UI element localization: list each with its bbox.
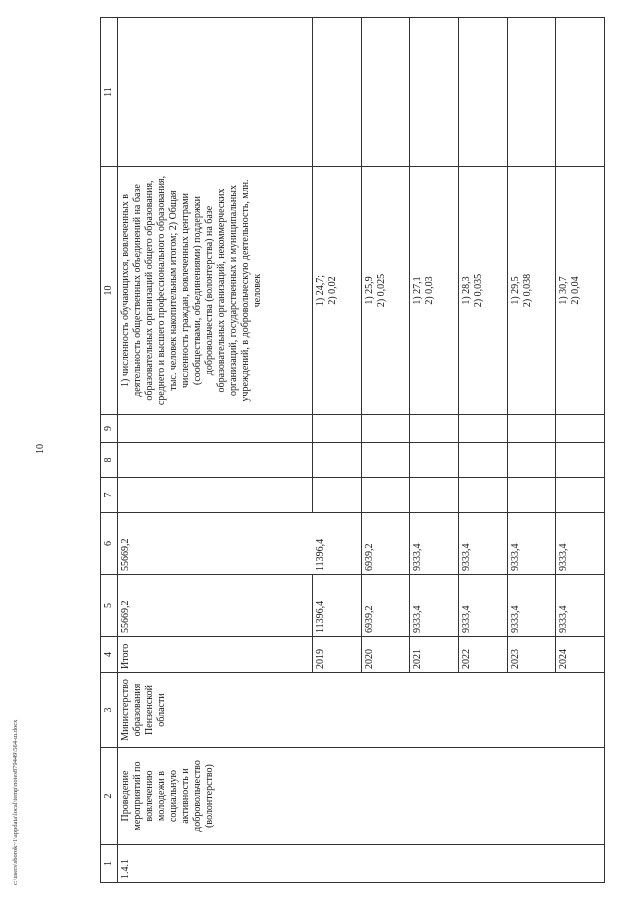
col-number: 8 — [101, 443, 118, 478]
program-table — [100, 17, 605, 883]
col6-value: 11396,4 — [313, 513, 362, 575]
col-number: 1 — [101, 845, 118, 883]
indicator-value-1: 1) 27,1 — [412, 276, 424, 305]
cell-col11 — [410, 18, 459, 167]
col5-value: 11396,4 — [313, 575, 362, 637]
indicator-value-1: 1) 24,7; — [315, 274, 326, 307]
cell-col11 — [361, 18, 410, 167]
col6-value: 9333,4 — [507, 513, 556, 575]
col6-value: 9333,4 — [410, 513, 459, 575]
col-number: 9 — [101, 415, 118, 443]
indicator-values — [556, 167, 605, 415]
col-number: 7 — [101, 478, 118, 513]
col6-value: 9333,4 — [458, 513, 507, 575]
cell-col11 — [313, 18, 362, 167]
event-name: Проведение мероприятий по вовлечению молодежи в социальную активность и добровольчество (волонтерство) — [118, 748, 605, 845]
col5-value: 9333,4 — [556, 575, 605, 637]
col-number: 5 — [101, 575, 118, 637]
col-number: 4 — [101, 637, 118, 673]
total-col5: 55669,2 — [118, 575, 313, 637]
year-cell: 2021 — [410, 637, 459, 673]
cell-col11 — [118, 18, 313, 167]
cell-col7 — [556, 478, 605, 513]
col-number: 2 — [101, 748, 118, 845]
col5-value: 9333,4 — [458, 575, 507, 637]
cell-col8 — [361, 443, 410, 478]
cell-col11 — [458, 18, 507, 167]
cell-col11 — [556, 18, 605, 167]
cell-col7 — [410, 478, 459, 513]
indicator-values — [361, 167, 410, 415]
year-cell: 2019 — [313, 637, 362, 673]
indicator-values — [313, 167, 362, 415]
column-number-row — [101, 18, 118, 883]
indicator-value-1: 1) 29,5 — [509, 276, 521, 305]
cell-col8 — [507, 443, 556, 478]
cell-col9 — [410, 415, 459, 443]
year-cell: 2023 — [507, 637, 556, 673]
indicator-value-2: 2) 0,02 — [327, 276, 338, 305]
cell-col9 — [361, 415, 410, 443]
year-cell: 2022 — [458, 637, 507, 673]
cell-col8 — [556, 443, 605, 478]
total-label: Итого — [118, 637, 313, 673]
col-number: 10 — [101, 167, 118, 415]
col-number: 6 — [101, 513, 118, 575]
indicator-value-2: 2) 0,04 — [570, 276, 582, 305]
indicator-values — [507, 167, 556, 415]
indicator-value-2: 2) 0,035 — [472, 273, 484, 308]
col5-value: 6939,2 — [361, 575, 410, 637]
cell-col11 — [507, 18, 556, 167]
indicator-value-1: 1) 28,3 — [460, 276, 472, 305]
file-path-footer: c:\users\sborok~1\appdata\local\temp\notes879449\564-ш.docx — [12, 719, 19, 885]
indicator-value-1: 1) 25,9 — [363, 276, 375, 305]
indicator-value-1: 1) 30,7 — [558, 276, 570, 305]
col-number: 11 — [101, 18, 118, 167]
executor: Министерство образования Пензенской области — [118, 673, 605, 748]
cell-col7 — [507, 478, 556, 513]
col5-value: 9333,4 — [507, 575, 556, 637]
col5-value: 9333,4 — [410, 575, 459, 637]
row-number: 1.4.1 — [118, 845, 605, 883]
indicator-values — [458, 167, 507, 415]
indicators-text: 1) численность обучающихся, вовлеченных в деятельность общественных объединений на базе образовательных организаций общего образования, среднего и высшего профессионального образования, тыс. человек накопительным итогом; 2) Общая численность граждан, вовлеченных центрами (сообществами, объединениями) поддержки добровольчества (волонтерства) на базе образовательных организаций, некоммерческих организаций, государственных и муниципальных учреждений, в добровольческую деятельность, млн. человек — [118, 167, 313, 415]
cell-col7 — [361, 478, 410, 513]
cell-col8 — [118, 443, 313, 478]
col6-value: 6939,2 — [361, 513, 410, 575]
cell-col9 — [313, 415, 362, 443]
cell-col8 — [410, 443, 459, 478]
cell-col7 — [313, 478, 362, 513]
cell-col8 — [458, 443, 507, 478]
cell-col7 — [458, 478, 507, 513]
cell-col8 — [313, 443, 362, 478]
total-row — [118, 18, 313, 883]
total-col6: 55669,2 — [118, 513, 313, 575]
cell-col9 — [118, 415, 313, 443]
col6-value: 9333,4 — [556, 513, 605, 575]
year-cell: 2024 — [556, 637, 605, 673]
col-number: 3 — [101, 673, 118, 748]
indicator-value-2: 2) 0,03 — [424, 276, 436, 305]
indicator-value-2: 2) 0,038 — [521, 273, 533, 308]
cell-col9 — [507, 415, 556, 443]
cell-col7 — [118, 478, 313, 513]
cell-col9 — [458, 415, 507, 443]
indicator-values — [410, 167, 459, 415]
cell-col9 — [556, 415, 605, 443]
year-cell: 2020 — [361, 637, 410, 673]
page-number: 10 — [35, 444, 46, 454]
indicator-value-2: 2) 0,025 — [375, 273, 387, 308]
